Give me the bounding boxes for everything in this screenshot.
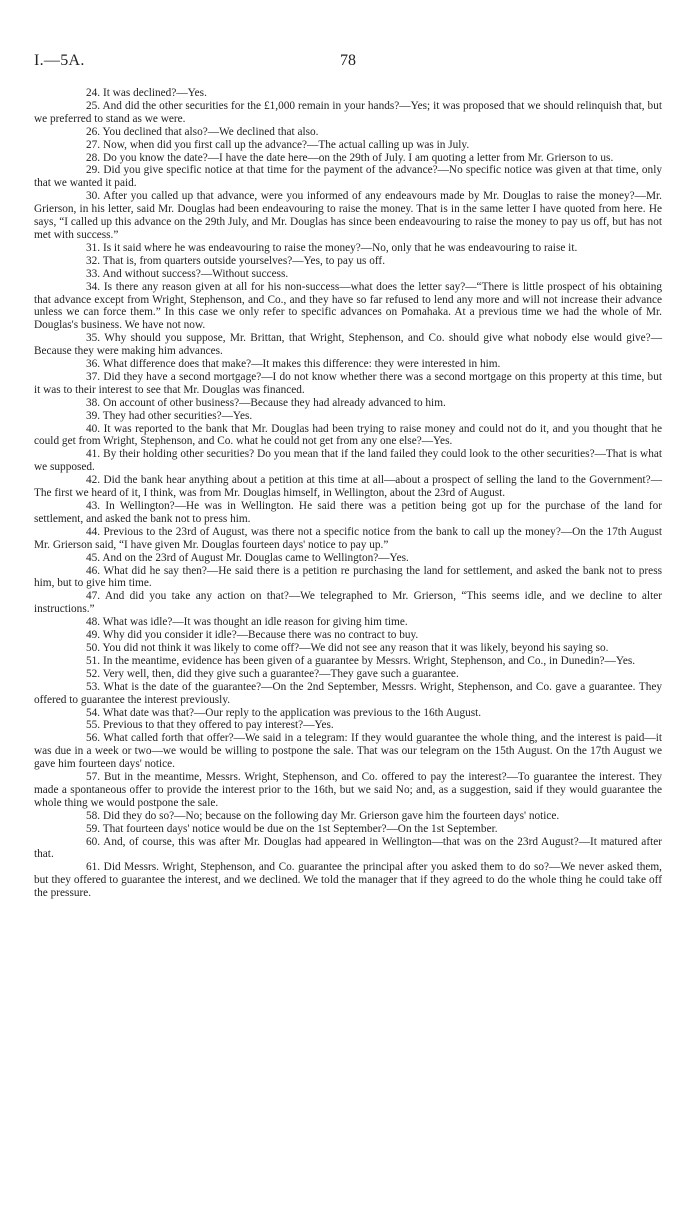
paragraph: 51. In the meantime, evidence has been given of a guarantee by Messrs. Wright, Stephenson, and Co., in Dunedin?—Yes. <box>86 654 636 667</box>
paragraph: 56. What called forth that offer?—We said in a telegram: If they would guarantee the whole thing, and the interest is paid—it was due in a week or two—we would be willing to postpone the sale. That was our telegram on the 15th August. On the 17th August we gave him fourteen days' notice. <box>34 732 662 771</box>
paragraph: 46. What did he say then?—He said there is a petition re purchasing the land for settlement, and asked the bank not to press him, but to give him time. <box>34 564 662 590</box>
paragraph: 47. And did you take any action on that?—We telegraphed to Mr. Grierson, “This seems idle, and we decline to alter instructions.” <box>34 590 662 616</box>
paragraph: 40. It was reported to the bank that Mr. Douglas had been trying to raise money and could not do it, and you thought that he could get from Wright, Stephenson, and Co. what he could not get from any one else?—Yes. <box>34 422 662 448</box>
paragraph: 41. By their holding other securities? Do you mean that if the land failed they could look to the other securities?—That is what we supposed. <box>34 448 662 474</box>
paragraph: 25. And did the other securities for the £1,000 remain in your hands?—Yes; it was proposed that we should relinquish that, but we preferred to stand as we were. <box>34 99 662 125</box>
paragraph: 31. Is it said where he was endeavouring to raise the money?—No, only that he was endeavouring to raise it. <box>86 241 578 254</box>
paragraph: 28. Do you know the date?—I have the date here—on the 29th of July. I am quoting a letter from Mr. Grierson to us. <box>86 151 614 164</box>
paragraph: 36. What difference does that make?—It makes this difference: they were interested in him. <box>86 358 501 371</box>
paragraph: 39. They had other securities?—Yes. <box>86 409 253 422</box>
paragraph: 52. Very well, then, did they give such a guarantee?—They gave such a guarantee. <box>86 667 459 680</box>
document-reference: I.—5A. <box>34 52 85 69</box>
paragraph: 54. What date was that?—Our reply to the application was previous to the 16th August. <box>86 706 482 719</box>
page-header <box>34 52 662 72</box>
paragraph: 55. Previous to that they offered to pay interest?—Yes. <box>86 719 334 732</box>
paragraph: 38. On account of other business?—Because they had already advanced to him. <box>86 396 446 409</box>
paragraph: 58. Did they do so?—No; because on the following day Mr. Grierson gave him the fourteen days' notice. <box>86 809 560 822</box>
paragraph: 27. Now, when did you first call up the advance?—The actual calling up was in July. <box>86 138 470 151</box>
paragraph: 50. You did not think it was likely to come off?—We did not see any reason that it was likely, beyond his saying so. <box>86 641 609 654</box>
evidence-text <box>34 87 662 900</box>
paragraph: 53. What is the date of the guarantee?—On the 2nd September, Messrs. Wright, Stephenson, and Co. gave a guarantee. They offered to guarantee the interest previously. <box>34 680 662 706</box>
paragraph: 30. After you called up that advance, were you informed of any endeavours made by Mr. Douglas to raise the money?—Mr. Grierson, in his letter, said Mr. Douglas had been endeavouring to raise the money. That is in the same letter I have quoted from here. He says, “I called up this advance on the 29th July, and Mr. Douglas has since been endeavouring to raise the money to pay us off, but has not met with success.” <box>34 190 662 241</box>
paragraph: 37. Did they have a second mortgage?—I do not know whether there was a second mortgage on this property at this time, but it was to their interest to see that Mr. Douglas was financed. <box>34 370 662 396</box>
paragraph: 57. But in the meantime, Messrs. Wright, Stephenson, and Co. offered to pay the interest?—To guarantee the interest. They made a spontaneous offer to provide the interest prior to the 16th, but we said No; and, as a suggestion, said if they would guarantee the whole thing we would postpone the sale. <box>34 771 662 809</box>
paragraph: 44. Previous to the 23rd of August, was there not a specific notice from the bank to call up the money?—On the 17th August Mr. Grierson said, “I have given Mr. Douglas fourteen days' notice to pay up.” <box>34 525 662 551</box>
paragraph: 32. That is, from quarters outside yourselves?—Yes, to pay us off. <box>86 254 386 267</box>
paragraph: 45. And on the 23rd of August Mr. Douglas came to Wellington?—Yes. <box>86 551 409 564</box>
paragraph: 34. Is there any reason given at all for his non-success—what does the letter say?—“There is little prospect of his obtaining that advance except from Wright, Stephenson, and Co., and they have so far refused to lend any more and will not increase their advance unless we can force them.” In this case we only refer to specific advances on Pomahaka. At a previous time we had the whole of Mr. Douglas's business. We have not now. <box>34 280 662 332</box>
paragraph: 60. And, of course, this was after Mr. Douglas had appeared in Wellington—that was on the 23rd August?—It matured after that. <box>34 835 662 861</box>
paragraph: 43. In Wellington?—He was in Wellington. He said there was a petition being got up for the purchase of the land for settlement, and asked the bank not to press him. <box>34 500 662 525</box>
paragraph: 26. You declined that also?—We declined that also. <box>86 125 319 138</box>
page-number: 78 <box>340 52 356 69</box>
paragraph: 61. Did Messrs. Wright, Stephenson, and Co. guarantee the principal after you asked them to do so?—We never asked them, but they offered to guarantee the interest, and we declined. We told the manager that if they agreed to do the whole thing he could take off the pressure. <box>34 861 662 900</box>
paragraph: 48. What was idle?—It was thought an idle reason for giving him time. <box>86 616 408 629</box>
paragraph: 42. Did the bank hear anything about a petition at this time at all—about a prospect of selling the land to the Government?—The first we heard of it, I think, was from Mr. Douglas himself, in Wellington, about the 23rd of August. <box>34 474 662 500</box>
paragraph: 33. And without success?—Without success. <box>86 267 289 280</box>
paragraph: 29. Did you give specific notice at that time for the payment of the advance?—No specific notice was given at that time, only that we wanted it paid. <box>34 164 662 190</box>
paragraph: 49. Why did you consider it idle?—Because there was no contract to buy. <box>86 629 419 642</box>
paragraph: 24. It was declined?—Yes. <box>86 87 207 99</box>
paragraph: 59. That fourteen days' notice would be due on the 1st September?—On the 1st September. <box>86 822 498 835</box>
paragraph: 35. Why should you suppose, Mr. Brittan, that Wright, Stephenson, and Co. should give what nobody else would give?—Because they were making him advances. <box>34 332 662 358</box>
